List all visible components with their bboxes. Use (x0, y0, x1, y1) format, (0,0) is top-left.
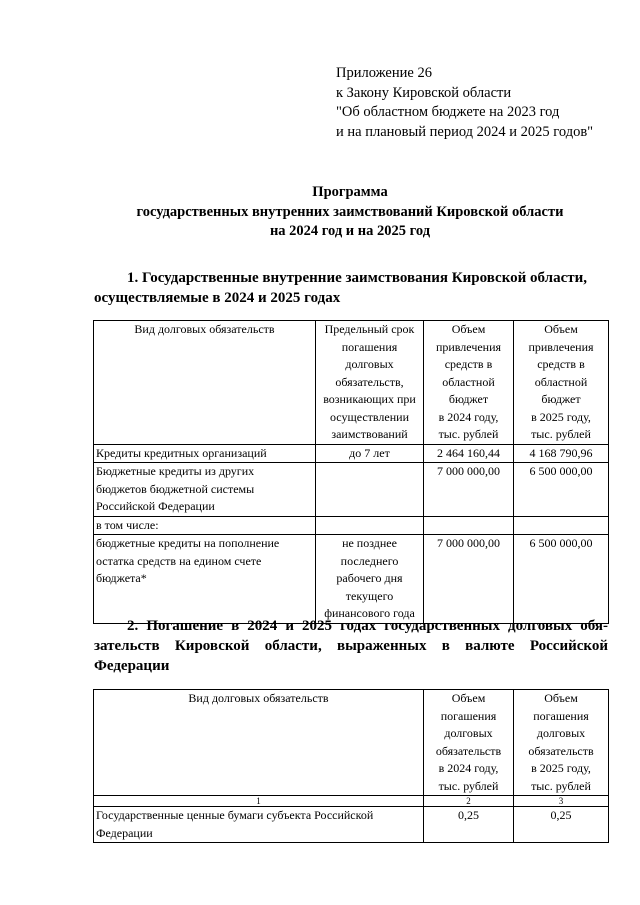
header-2024 (424, 321, 514, 445)
header-line: в 2024 году, (438, 761, 499, 775)
title-line: на 2024 год и на 2025 год (269, 223, 431, 239)
row-value-2024: 0,25 (424, 807, 514, 843)
header-line: погашения (440, 708, 497, 723)
header-line: возникающих при (323, 392, 416, 406)
header-line: бюджет (541, 392, 581, 406)
row-name-line: бюджета* (96, 571, 147, 585)
borrowings-table (93, 320, 609, 624)
header-line: Предельный срок (324, 322, 415, 336)
row-term-line: текущего (345, 588, 394, 603)
header-line: областной (442, 374, 495, 389)
header-line: тыс. рублей (438, 427, 499, 441)
row-name (94, 463, 316, 517)
section-2-heading (94, 616, 608, 676)
header-2024 (424, 690, 514, 796)
row-value-2025: 4 168 790,96 (514, 444, 609, 463)
header-line: Объем (544, 691, 578, 705)
row-name-line: Федерации (96, 825, 153, 840)
header-line: Объем (544, 322, 578, 336)
header-line: в 2024 году, (438, 409, 499, 424)
section-1-heading (94, 268, 608, 308)
header-type: Вид долговых обязательств (94, 690, 424, 796)
row-name (94, 535, 316, 624)
row-term-line: не позднее (342, 536, 397, 550)
header-term (316, 321, 424, 445)
header-line: в 2025 году, (531, 409, 591, 424)
header-line: привлечения (528, 339, 594, 354)
header-line: привлечения (435, 339, 502, 354)
row-value-2025 (514, 516, 609, 535)
section-1-line: 1. Государственные внутренние заимствования Кировской области, (127, 270, 588, 286)
appendix-line: "Об областном бюджете на 2023 год (336, 104, 560, 120)
row-value-2025: 6 500 000,00 (514, 535, 609, 624)
repayment-table (93, 689, 609, 843)
header-line: обязательств (528, 743, 594, 758)
row-term (316, 516, 424, 535)
row-value-2025: 6 500 000,00 (514, 463, 609, 517)
header-line: обязательств, (335, 374, 404, 389)
header-line: долговых (536, 726, 586, 740)
header-line: обязательств (435, 743, 502, 758)
row-term (316, 535, 424, 624)
table-header-row (94, 690, 609, 796)
table-row (94, 807, 609, 843)
column-index: 3 (514, 796, 609, 807)
section-1-line: осуществляемые в 2024 и 2025 годах (94, 290, 341, 306)
header-line: тыс. рублей (438, 778, 499, 793)
appendix-line: к Закону Кировской области (336, 84, 512, 101)
row-name (94, 807, 424, 843)
header-line: бюджет (448, 392, 489, 406)
row-term-line: последнего (340, 553, 399, 568)
row-term-line: финансового года (324, 606, 415, 620)
row-name-line: Российской Федерации (96, 499, 215, 513)
header-line: средств в (444, 357, 493, 371)
row-name-line: Бюджетные кредиты из других (96, 464, 255, 478)
row-value-2024 (424, 516, 514, 535)
row-value-2025: 0,25 (514, 807, 609, 843)
appendix-line: Приложение 26 (336, 65, 432, 81)
header-line: осуществлении (330, 409, 409, 424)
table-row (94, 444, 609, 463)
header-line: областной (534, 374, 588, 389)
header-line: погашения (533, 708, 589, 723)
header-line: долговых (345, 357, 394, 371)
row-name-line: бюджетные кредиты на пополнение (96, 536, 280, 550)
appendix-line: и на плановый период 2024 и 2025 годов" (336, 123, 594, 140)
table-row (94, 535, 609, 624)
header-line: в 2025 году, (531, 761, 591, 775)
row-value-2024: 7 000 000,00 (424, 535, 514, 624)
title-line: Программа (312, 184, 388, 200)
table-row (94, 463, 609, 517)
header-line: долговых (444, 726, 493, 740)
row-incl-label: в том числе: (94, 516, 316, 535)
header-line: средств в (537, 357, 585, 371)
header-line: заимствований (331, 427, 408, 441)
row-name-line: остатка средств на едином счете (96, 553, 262, 568)
table-header-row (94, 321, 609, 445)
row-value-2024: 2 464 160,44 (424, 444, 514, 463)
header-line: Объем (451, 691, 486, 705)
column-index-row (94, 796, 609, 807)
row-name-line: бюджетов бюджетной системы (96, 481, 255, 496)
header-2025 (514, 321, 609, 445)
row-name: Кредиты кредитных организаций (94, 444, 316, 463)
row-term (316, 463, 424, 517)
header-line: Объем (451, 322, 486, 336)
table-row-incl (94, 516, 609, 535)
title-line: государственных внутренних заимствований Кировской области (136, 203, 564, 220)
row-term-line: рабочего дня (336, 571, 403, 585)
column-index: 1 (94, 796, 424, 807)
column-index: 2 (424, 796, 514, 807)
appendix-header (336, 64, 636, 142)
row-value-2024: 7 000 000,00 (424, 463, 514, 517)
row-term: до 7 лет (316, 444, 424, 463)
header-2025 (514, 690, 609, 796)
document-title (60, 183, 640, 242)
header-type: Вид долговых обязательств (94, 321, 316, 445)
section-2-line: Федерации (94, 658, 170, 674)
section-2-line: зательств Кировской области, выраженных в валюте Российской (94, 638, 608, 654)
row-name-line: Государственные ценные бумаги субъекта Российской (96, 808, 374, 822)
header-line: тыс. рублей (531, 427, 591, 441)
header-line: тыс. рублей (531, 778, 591, 793)
header-line: погашения (341, 339, 398, 354)
section-2-line: 2. Погашение в 2024 и 2025 годах государственных долговых обя- (127, 618, 608, 634)
